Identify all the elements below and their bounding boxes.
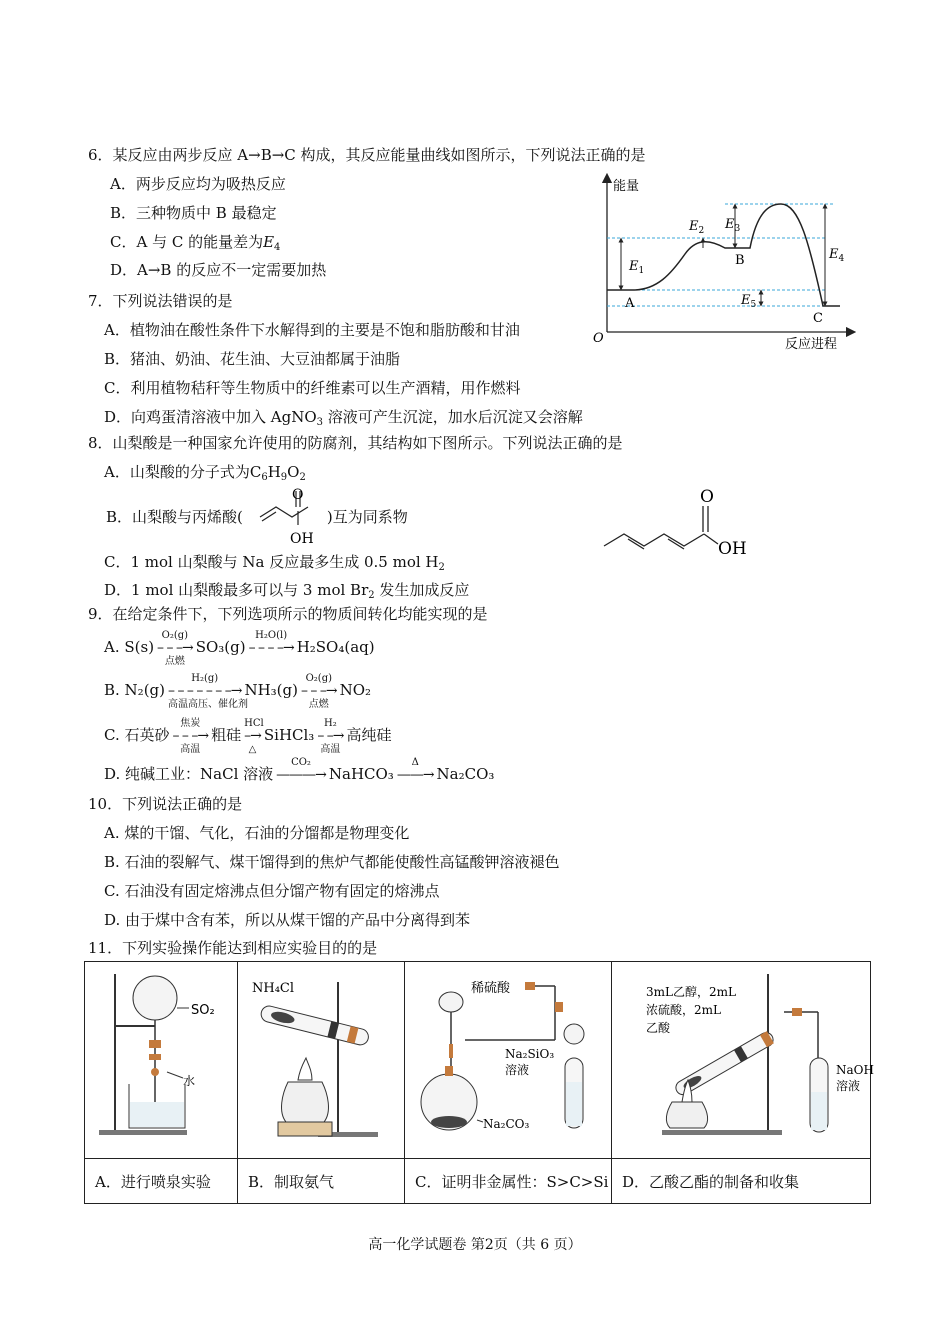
experiment-b-figure — [238, 962, 405, 1159]
naoh-solution-label: 溶液 — [836, 1079, 861, 1093]
dilute-h2so4-label: 稀硫酸 — [471, 981, 511, 996]
e2-label: $E_2$ — [689, 219, 705, 236]
q7-option-c: C．利用植物秸秆等生物质中的纤维素可以生产酒精，用作燃料 — [104, 379, 521, 397]
reaction-arrow: Δ ——→ — [396, 757, 434, 783]
q9-option-a: A. S(s) O₂(g) – – –→ 点燃 SO₃(g) H₂O(l) – – – –→ H₂SO₄(aq) — [104, 630, 375, 667]
e3-label: $E_3$ — [725, 217, 741, 234]
energy-curve — [607, 204, 840, 306]
q9-option-d: D. 纯碱工业：NaCl 溶液 CO₂ ———→ NaHCO₃ Δ ——→ Na₂CO₃ — [104, 764, 494, 787]
q9-option-b: B. N₂(g) H₂(g) – – – – – – –→ 高温高压、催化剂 NH₃(g) O₂(g) – – –→ 点燃 NO₂ — [104, 673, 372, 710]
q10-option-c: C. 石油没有固定熔沸点但分馏产物有固定的熔沸点 — [104, 882, 440, 900]
q7-stem: 7．下列说法错误的是 — [88, 292, 233, 310]
reaction-arrow: O₂(g) – – –→ 点燃 — [300, 673, 337, 710]
reaction-arrow: H₂O(l) – – – –→ — [248, 630, 294, 656]
energy-diagram — [585, 172, 865, 354]
point-b-label: B — [735, 253, 745, 268]
q6-option-b: B．三种物质中 B 最稳定 — [110, 204, 277, 222]
q10-option-d: D. 由于煤中含有苯，所以从煤干馏的产品中分离得到苯 — [104, 911, 471, 929]
q8-option-b: B．山梨酸与丙烯酸( )互为同系物 — [106, 508, 408, 526]
q8-option-c: C．1 mol 山梨酸与 Na 反应最多生成 0.5 mol $H_2$ — [104, 553, 445, 573]
naoh-label: NaOH — [836, 1063, 874, 1077]
reaction-arrow: CO₂ ———→ — [276, 757, 326, 783]
point-c-label: C — [813, 311, 823, 326]
acrylic-acid-structure — [258, 485, 342, 547]
sorbic-o-label: O — [700, 487, 714, 507]
reaction-arrow: HCl –→ △ — [244, 718, 264, 755]
q10-option-b: B. 石油的裂解气、煤干馏得到的焦炉气都能使酸性高锰酸钾溶液褪色 — [104, 853, 560, 871]
experiment-c-figure — [405, 962, 612, 1159]
experiment-d-figure — [612, 962, 874, 1159]
experiment-table — [84, 961, 874, 1204]
sulfuric-acid-label: 浓硫酸，2mL — [646, 1003, 721, 1017]
na2co3-label: Na₂CO₃ — [483, 1117, 530, 1131]
q10-option-a: A. 煤的干馏、气化，石油的分馏都是物理变化 — [104, 824, 410, 842]
q7-option-a: A．植物油在酸性条件下水解得到的主要是不饱和脂肪酸和甘油 — [104, 321, 520, 339]
q6-option-d: D．A→B 的反应不一定需要加热 — [110, 261, 327, 279]
acrylic-oh-label: OH — [290, 531, 314, 547]
so2-label: SO₂ — [191, 1003, 215, 1018]
point-a-label: A — [625, 296, 635, 311]
solution-label: 溶液 — [505, 1063, 530, 1077]
q9-stem: 9．在给定条件下，下列选项所示的物质间转化均能实现的是 — [88, 605, 488, 623]
nh4cl-label: NH₄Cl — [252, 981, 295, 996]
origin-label: O — [593, 331, 604, 346]
q8-option-a: A．山梨酸的分子式为$C_6H_9O_2$ — [104, 463, 306, 483]
page-footer: 高一化学试题卷 第2页（共 6 页） — [368, 1237, 582, 1253]
caption-b: B．制取氨气 — [238, 1159, 405, 1204]
e4-label: $E_4$ — [829, 247, 845, 264]
e1-label: $E_1$ — [629, 259, 645, 276]
sorbic-acid-structure — [600, 484, 770, 560]
reaction-arrow: H₂(g) – – – – – – –→ 高温高压、催化剂 — [168, 673, 249, 710]
na2sio3-label: Na₂SiO₃ — [505, 1047, 555, 1061]
acetic-acid-label: 乙酸 — [646, 1021, 671, 1035]
q11-stem: 11．下列实验操作能达到相应实验目的的是 — [88, 939, 378, 957]
q8-stem: 8．山梨酸是一种国家允许使用的防腐剂，其结构如下图所示。下列说法正确的是 — [88, 434, 623, 452]
q6-option-c: C．A 与 C 的能量差为$E_4$ — [110, 233, 281, 253]
q6-option-a: A．两步反应均为吸热反应 — [110, 175, 286, 193]
caption-c: C．证明非金属性：S>C>Si — [405, 1159, 612, 1204]
sorbic-oh-label: OH — [718, 539, 747, 559]
reaction-arrow: H₂ – –→ 高温 — [317, 718, 344, 755]
x-axis-label: 反应进程 — [785, 337, 838, 352]
ethanol-label: 3mL乙醇，2mL — [646, 985, 736, 999]
q9-option-c: C. 石英砂 焦炭 – – –→ 高温 粗硅 HCl –→ △ SiHCl₃ H₂ – –→ 高温 高纯硅 — [104, 718, 392, 755]
q7-option-b: B．猪油、奶油、花生油、大豆油都属于油脂 — [104, 350, 401, 368]
experiment-a-figure — [85, 962, 238, 1159]
water-label: 水 — [183, 1074, 196, 1088]
q7-option-d: D．向鸡蛋清溶液中加入 AgNO$_3$ 溶液可产生沉淀，加水后沉淀又会溶解 — [104, 408, 583, 428]
reaction-arrow: O₂(g) – – –→ 点燃 — [157, 630, 193, 667]
q6-stem: 6．某反应由两步反应 A→B→C 构成，其反应能量曲线如图所示，下列说法正确的是 — [88, 146, 646, 164]
caption-d: D．乙酸乙酯的制备和收集 — [612, 1159, 871, 1204]
e5-label: $E_5$ — [741, 293, 757, 310]
y-axis-label: 能量 — [613, 179, 640, 194]
caption-a: A．进行喷泉实验 — [85, 1159, 238, 1204]
q8-option-d: D．1 mol 山梨酸最多可以与 3 mol $Br_2$ 发生加成反应 — [104, 581, 470, 601]
acrylic-o-label: O — [292, 487, 304, 503]
q10-stem: 10．下列说法正确的是 — [88, 795, 243, 813]
reaction-arrow: 焦炭 – – –→ 高温 — [172, 718, 209, 755]
